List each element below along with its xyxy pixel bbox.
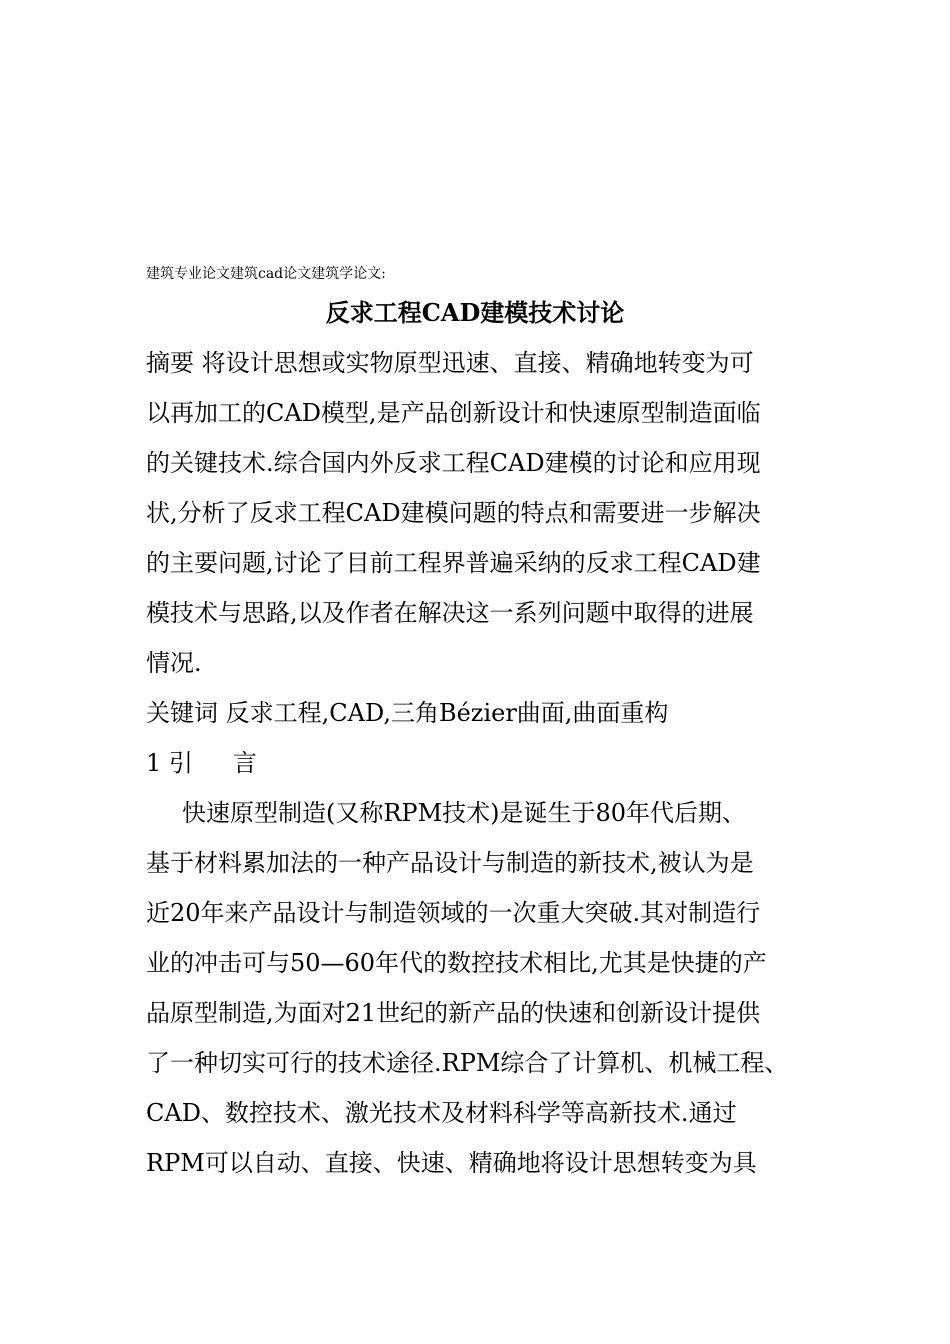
abstract-line: 的主要问题,讨论了目前工程界普遍采纳的反求工程CAD建 [146,549,761,577]
keywords-line: 关键词 反求工程,CAD,三角Bézier曲面,曲面重构 [146,699,669,727]
abstract-line: 以再加工的CAD模型,是产品创新设计和快速原型制造面临 [146,399,761,427]
body-line: 业的冲击可与50—60年代的数控技术相比,尤其是快捷的产 [146,949,767,977]
abstract-line: 摘要 将设计思想或实物原型迅速、直接、精确地转变为可 [146,349,754,377]
body-line: CAD、数控技术、激光技术及材料科学等高新技术.通过 [146,1099,737,1127]
section-title: 言 [232,749,257,777]
section-number: 1 引 [146,749,193,777]
abstract-line: 状,分析了反求工程CAD建模问题的特点和需要进一步解决 [146,499,761,527]
abstract-line: 模技术与思路,以及作者在解决这一系列问题中取得的进展 [146,599,754,627]
body-line: 品原型制造,为面对21世纪的新产品的快速和创新设计提供 [146,999,761,1027]
body-line: 了一种切实可行的技术途径.RPM综合了计算机、机械工程、 [146,1049,789,1077]
body-line: RPM可以自动、直接、快速、精确地将设计思想转变为具 [146,1149,757,1177]
body-line: 近20年来产品设计与制造领域的一次重大突破.其对制造行 [146,899,761,927]
abstract-line: 的关键技术.综合国内外反求工程CAD建模的讨论和应用现 [146,449,761,477]
section-heading [146,746,257,780]
abstract-line: 情况. [146,649,202,677]
category-line: 建筑专业论文建筑cad论文建筑学论文: [146,266,386,282]
paper-title: 反求工程CAD建模技术讨论 [325,298,625,327]
body-line: 快速原型制造(又称RPM技术)是诞生于80年代后期、 [182,799,747,827]
body-line: 基于材料累加法的一种产品设计与制造的新技术,被认为是 [146,849,754,877]
